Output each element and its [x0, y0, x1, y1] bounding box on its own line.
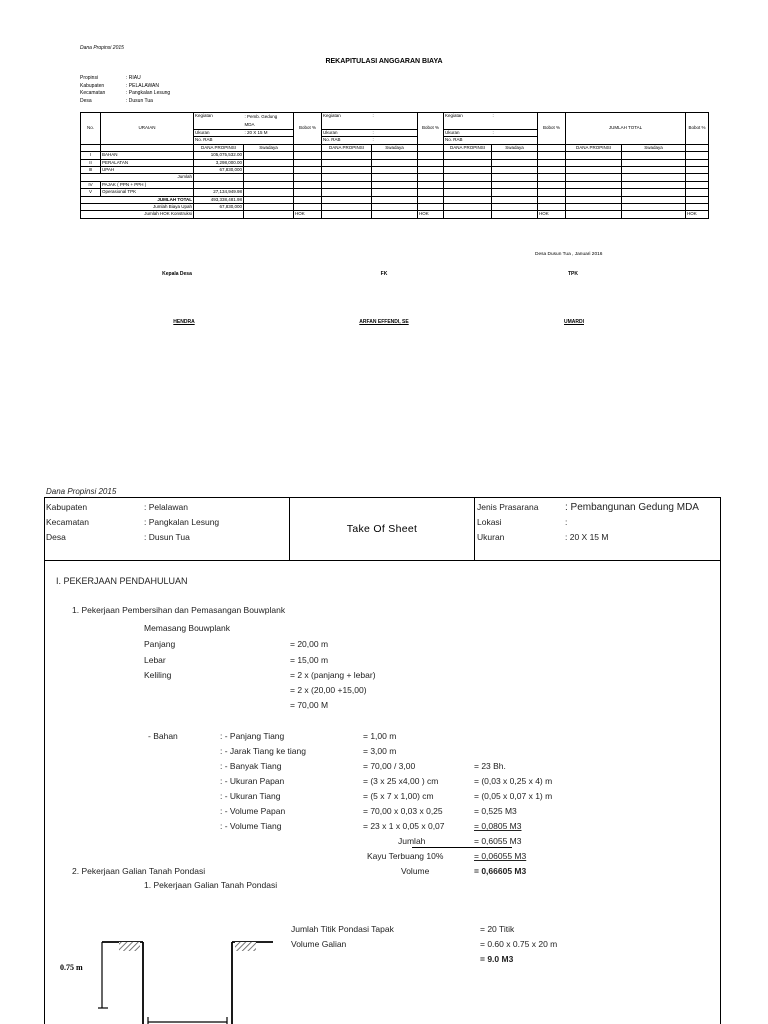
- bahan-result: = 23 Bh.: [474, 761, 506, 771]
- cell: [418, 144, 444, 151]
- cell: [244, 159, 294, 166]
- cell: [418, 181, 444, 188]
- kayu-terbuang-label: Kayu Terbuang 10%: [367, 851, 444, 861]
- table-row-upah: [81, 204, 709, 211]
- header-location: [44, 497, 290, 561]
- cell: [81, 144, 101, 151]
- cell: [622, 181, 686, 188]
- row-value: 3,298,000.00: [194, 159, 244, 166]
- cell: [244, 211, 294, 218]
- header-kegiatan-1: Kegiatan: [194, 113, 244, 130]
- bahan-formula: = 3,00 m: [363, 746, 397, 756]
- kv-row: [46, 530, 287, 545]
- header-ukuran-3: Ukuran: [444, 130, 492, 137]
- info-key: Kabupaten: [80, 82, 105, 89]
- dana-propinsi-3: DANA PROPINSI: [444, 144, 492, 151]
- bahan-formula: = 23 x 1 x 0,05 x 0,07: [363, 821, 445, 831]
- cell: [244, 196, 294, 203]
- cell: [294, 152, 322, 159]
- page2-header-note: Dana Propinsi 2015: [46, 487, 117, 496]
- header-ukuran-3-value: :: [492, 130, 538, 137]
- cell: [418, 167, 444, 174]
- cell: [686, 152, 709, 159]
- bahan-result: = 0,525 M3: [474, 806, 517, 816]
- cell: [622, 196, 686, 203]
- cell: [538, 196, 566, 203]
- kv-value: : Pembangunan Gedung MDA: [565, 502, 699, 513]
- jumlah-hok-label: Jumlah HOK Konstruksi: [101, 211, 194, 218]
- header-bobot-4: Bobot %: [686, 113, 709, 145]
- cell: [322, 167, 372, 174]
- row-uraian: PAJAK ( PPN + PPH ): [101, 181, 194, 188]
- calc-value: = 2 x (20,00 +15,00): [290, 685, 367, 695]
- galian-value: = 0.60 x 0.75 x 20 m: [480, 939, 558, 949]
- cell: [444, 181, 492, 188]
- header-norab-1: No. RAB: [194, 137, 244, 144]
- cell: [686, 196, 709, 203]
- cell: [686, 167, 709, 174]
- galian-key: Jumlah Titik Pondasi Tapak: [291, 924, 394, 934]
- info-row: [80, 75, 170, 83]
- signature-role-fk: FK: [380, 271, 388, 277]
- sum-line: [412, 847, 512, 848]
- kv-key: Jenis Prasarana: [477, 502, 539, 512]
- cell: [492, 189, 538, 196]
- cell: [244, 152, 294, 159]
- cell: [294, 196, 322, 203]
- signature-date: Desa Dusun Tua , Januari 2016: [535, 252, 603, 257]
- volume-label: Volume: [401, 866, 430, 876]
- cell: [101, 144, 194, 151]
- soil-hatch-left: [119, 942, 140, 951]
- header-ukuran-1: Ukuran: [194, 130, 244, 137]
- kv-key: Lokasi: [477, 517, 502, 527]
- cell: [418, 204, 444, 211]
- row-no: V: [81, 189, 101, 196]
- bahan-item: : - Ukuran Papan: [220, 776, 285, 786]
- kv-value: :: [565, 517, 568, 527]
- kv-key: Desa: [46, 532, 66, 542]
- calc-value: = 20,00 m: [290, 639, 329, 649]
- header-norab-2: No. RAB: [322, 137, 372, 144]
- cell: [622, 159, 686, 166]
- cell: [538, 159, 566, 166]
- cell: [538, 181, 566, 188]
- kegiatan-1-name-2: MDA: [244, 122, 255, 127]
- header-kegiatan-2-value: :: [372, 113, 418, 130]
- cell: [538, 189, 566, 196]
- cell: [686, 181, 709, 188]
- header-norab-1-value: [244, 137, 294, 144]
- memasang-bouwplank: Memasang Bouwplank: [144, 623, 230, 633]
- cell: [622, 167, 686, 174]
- table-subheader-row: [81, 144, 709, 151]
- header-title: Take Of Sheet: [290, 497, 475, 561]
- jumlah-value: = 0,6055 M3: [474, 836, 522, 846]
- header-no: No.: [81, 113, 101, 145]
- cell: [244, 181, 294, 188]
- kv-key: Kecamatan: [46, 517, 89, 527]
- cell: [322, 189, 372, 196]
- cell: [244, 189, 294, 196]
- cell: [444, 204, 492, 211]
- cell: [686, 144, 709, 151]
- info-value: : Dusun Tua: [126, 97, 153, 104]
- cell: [194, 174, 244, 181]
- page1-header-note: Dana Propinsi 2015: [80, 45, 124, 51]
- kv-value: : 20 X 15 M: [565, 532, 609, 542]
- subsection-galian: 2. Pekerjaan Galian Tanah Pondasi: [72, 866, 206, 876]
- cell: [81, 196, 101, 203]
- cell: [492, 204, 538, 211]
- kv-value: : Pangkalan Lesung: [144, 517, 220, 527]
- soil-hatch-right: [235, 942, 256, 951]
- cell: [294, 174, 322, 181]
- subsubsection-galian: 1. Pekerjaan Galian Tanah Pondasi: [144, 880, 278, 890]
- info-value: : RIAU: [126, 75, 141, 81]
- cell: [538, 174, 566, 181]
- bahan-item: : - Jarak Tiang ke tiang: [220, 746, 306, 756]
- cell: [418, 174, 444, 181]
- jumlah-biaya-upah-value: 67,830,000: [194, 204, 244, 211]
- hok-1: HOK: [294, 211, 322, 218]
- row-uraian: UPAH: [101, 167, 194, 174]
- calc-value: = 2 x (panjang + lebar): [290, 670, 376, 680]
- bahan-formula: = 70,00 x 0,03 x 0,25: [363, 806, 443, 816]
- info-value: : Pangkalan Lesung: [126, 90, 171, 96]
- cell: [322, 196, 372, 203]
- kv-row: [46, 500, 287, 515]
- cell: [372, 152, 418, 159]
- bahan-result: = (0,03 x 0,25 x 4) m: [474, 776, 553, 786]
- kv-row: [477, 530, 719, 545]
- signature-name-hendra: HENDRA: [173, 319, 195, 325]
- swadaya-4: Swadaya: [622, 144, 686, 151]
- row-no: IV: [81, 181, 101, 188]
- cell: [322, 152, 372, 159]
- cell: [686, 204, 709, 211]
- calc-key: Panjang: [144, 639, 176, 649]
- cell: [622, 174, 686, 181]
- cell: [418, 152, 444, 159]
- signature-role-tpk: TPK: [568, 271, 578, 277]
- cell: [444, 189, 492, 196]
- cell: [444, 159, 492, 166]
- info-key: Desa: [80, 97, 92, 104]
- dana-propinsi-4: DANA PROPINSI: [566, 144, 622, 151]
- kv-row: [477, 500, 719, 515]
- cell: [566, 211, 622, 218]
- bahan-result: = (0,05 x 0,07 x 1) m: [474, 791, 553, 801]
- row-value: 67,830,000: [194, 167, 244, 174]
- cell: [294, 167, 322, 174]
- info-value: : PELALAWAN: [126, 82, 159, 89]
- info-row: [80, 90, 170, 98]
- page1-title: REKAPITULASI ANGGARAN BIAYA: [325, 58, 443, 65]
- info-key: Kecamatan: [80, 90, 106, 96]
- table-row: [81, 181, 709, 188]
- table-row-jumlah: [81, 174, 709, 181]
- kegiatan-1-name: : Pemb. Gedung: [244, 114, 278, 119]
- info-row: [80, 98, 170, 106]
- kv-key: Ukuran: [477, 532, 505, 542]
- cell: [566, 152, 622, 159]
- bahan-formula: = 1,00 m: [363, 731, 397, 741]
- cell: [418, 189, 444, 196]
- cell: [294, 189, 322, 196]
- signature-name-arfan: ARFAN EFFENDI, SE: [359, 319, 409, 325]
- header-ukuran-2-value: :: [372, 130, 418, 137]
- cell: [244, 204, 294, 211]
- excavation-section-diagram: [95, 928, 285, 1024]
- swadaya-3: Swadaya: [492, 144, 538, 151]
- kv-row: [46, 515, 287, 530]
- depth-label: 0.75 m: [60, 963, 83, 972]
- cell: [686, 174, 709, 181]
- cell: [492, 159, 538, 166]
- cell: [294, 159, 322, 166]
- bahan-formula: = 70,00 / 3,00: [363, 761, 416, 771]
- header-norab-3-value: [492, 137, 538, 144]
- galian-result: = 9.0 M3: [480, 954, 514, 964]
- budget-recap-table: [80, 112, 709, 219]
- cell: [372, 204, 418, 211]
- table-row: [81, 189, 709, 196]
- table-row: [81, 167, 709, 174]
- cell: [566, 159, 622, 166]
- row-value: 27,134,949.98: [194, 189, 244, 196]
- cell: [444, 196, 492, 203]
- cell: [538, 144, 566, 151]
- jumlah-label: Jumlah: [398, 836, 426, 846]
- galian-value: = 20 Titik: [480, 924, 515, 934]
- cell: [294, 204, 322, 211]
- cell: [492, 211, 538, 218]
- bahan-formula: = (5 x 7 x 1,00) cm: [363, 791, 434, 801]
- jumlah-label: Jumlah: [101, 174, 194, 181]
- cell: [492, 174, 538, 181]
- hok-4: HOK: [686, 211, 709, 218]
- calc-value: = 15,00 m: [290, 655, 329, 665]
- cell: [622, 189, 686, 196]
- cell: [566, 167, 622, 174]
- hok-3: HOK: [538, 211, 566, 218]
- header-ukuran-2: Ukuran: [322, 130, 372, 137]
- cell: [444, 174, 492, 181]
- bahan-item: : - Ukuran Tiang: [220, 791, 281, 801]
- cell: [81, 174, 101, 181]
- swadaya-2: Swadaya: [372, 144, 418, 151]
- calc-key: Lebar: [144, 655, 166, 665]
- cell: [566, 189, 622, 196]
- bahan-item: : - Volume Papan: [220, 806, 286, 816]
- signature-name-umardi: UMARDI: [564, 319, 584, 325]
- dana-propinsi-2: DANA PROPINSI: [322, 144, 372, 151]
- jumlah-total-value: 493,338,481.98: [194, 196, 244, 203]
- row-no: III: [81, 167, 101, 174]
- cell: [566, 204, 622, 211]
- header-kegiatan-3: Kegiatan: [444, 113, 492, 130]
- row-uraian: BAHAN: [101, 152, 194, 159]
- cell: [444, 211, 492, 218]
- cell: [622, 152, 686, 159]
- cell: [686, 189, 709, 196]
- cell: [566, 196, 622, 203]
- header-kegiatan-2: Kegiatan: [322, 113, 372, 130]
- header-norab-3: No. RAB: [444, 137, 492, 144]
- cell: [444, 167, 492, 174]
- header-kegiatan-1-value: [244, 113, 294, 130]
- bahan-formula: = (3 x 25 x4,00 ) cm: [363, 776, 439, 786]
- header-ukuran-1-value: : 20 X 15 M: [244, 130, 294, 137]
- kv-value: : Dusun Tua: [144, 532, 190, 542]
- info-key: Propinsi: [80, 75, 99, 81]
- cell: [244, 167, 294, 174]
- row-value: [194, 181, 244, 188]
- cell: [372, 174, 418, 181]
- cell: [538, 152, 566, 159]
- kv-value: : Pelalawan: [144, 502, 188, 512]
- row-no: I: [81, 152, 101, 159]
- cell: [372, 196, 418, 203]
- row-value: 105,075,532.00: [194, 152, 244, 159]
- bahan-item: : - Volume Tiang: [220, 821, 282, 831]
- jumlah-biaya-upah-label: Jumlah Biaya Upah: [101, 204, 194, 211]
- section-pekerjaan-pendahuluan: I. PEKERJAAN PENDAHULUAN: [56, 576, 188, 586]
- volume-value: = 0,66605 M3: [474, 866, 527, 876]
- table-row: [81, 152, 709, 159]
- cell: [372, 159, 418, 166]
- cell: [418, 196, 444, 203]
- row-no: II: [81, 159, 101, 166]
- header-bobot-3: Bobot %: [538, 113, 566, 145]
- cell: [372, 211, 418, 218]
- kv-row: [477, 515, 719, 530]
- galian-key: Volume Galian: [291, 939, 347, 949]
- cell: [622, 211, 686, 218]
- cell: [492, 181, 538, 188]
- cell: [566, 181, 622, 188]
- info-row: [80, 83, 170, 91]
- cell: [492, 196, 538, 203]
- header-uraian: URAIAN: [101, 113, 194, 145]
- kv-key: Kabupaten: [46, 502, 88, 512]
- cell: [322, 204, 372, 211]
- cell: [444, 152, 492, 159]
- cell: [372, 167, 418, 174]
- header-jumlah-total: JUMLAH TOTAL: [566, 113, 686, 145]
- cell: [686, 159, 709, 166]
- jumlah-total-label: JUMLAH TOTAL: [101, 196, 194, 203]
- bahan-label: - Bahan: [148, 731, 178, 741]
- row-uraian: Operasional TPK: [101, 189, 194, 196]
- hok-2: HOK: [418, 211, 444, 218]
- table-row-total: [81, 196, 709, 203]
- cell: [294, 144, 322, 151]
- dana-propinsi-1: DANA PROPINSI: [194, 144, 244, 151]
- row-uraian: PERALATAN: [101, 159, 194, 166]
- cell: [418, 159, 444, 166]
- calc-value: = 70,00 M: [290, 700, 329, 710]
- cell: [622, 204, 686, 211]
- cell: [81, 211, 101, 218]
- header-bobot-1: Bobot %: [294, 113, 322, 145]
- bahan-item: : - Banyak Tiang: [220, 761, 282, 771]
- table-header-row: [81, 113, 709, 130]
- take-off-sheet-header: [44, 497, 721, 561]
- calc-key: Keliling: [144, 670, 172, 680]
- header-bobot-2: Bobot %: [418, 113, 444, 145]
- signature-role-kepala-desa: Kepala Desa: [162, 271, 192, 277]
- header-project: [475, 497, 721, 561]
- header-kegiatan-3-value: :: [492, 113, 538, 130]
- bahan-item: : - Panjang Tiang: [220, 731, 285, 741]
- header-norab-2-value: :: [372, 137, 418, 144]
- cell: [322, 181, 372, 188]
- cell: [322, 159, 372, 166]
- cell: [538, 204, 566, 211]
- cell: [492, 167, 538, 174]
- cell: [294, 181, 322, 188]
- bahan-result: = 0,0805 M3: [474, 821, 522, 831]
- subsection-pembersihan: 1. Pekerjaan Pembersihan dan Pemasangan Bouwplank: [72, 605, 286, 615]
- page1-location-info: [80, 75, 170, 105]
- cell: [372, 189, 418, 196]
- cell: [194, 211, 244, 218]
- kayu-terbuang-value: = 0,06055 M3: [474, 851, 527, 861]
- table-row: [81, 159, 709, 166]
- cell: [566, 174, 622, 181]
- cell: [538, 167, 566, 174]
- cell: [81, 204, 101, 211]
- cell: [492, 152, 538, 159]
- cell: [244, 174, 294, 181]
- cell: [372, 181, 418, 188]
- swadaya-1: Swadaya: [244, 144, 294, 151]
- cell: [322, 211, 372, 218]
- cell: [322, 174, 372, 181]
- table-row-hok: [81, 211, 709, 218]
